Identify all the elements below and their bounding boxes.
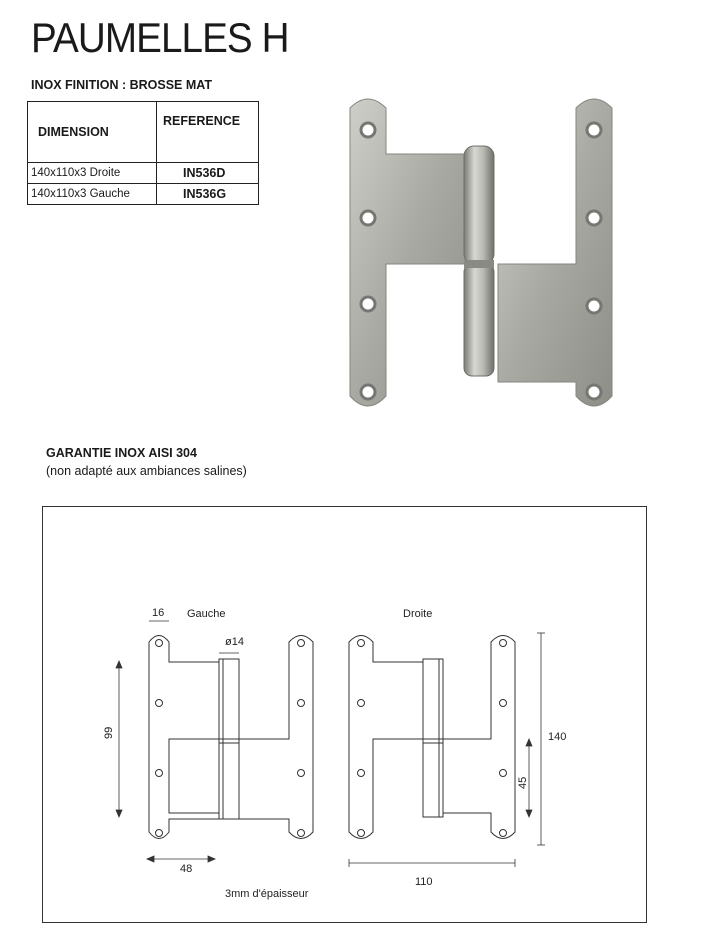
page-title: PAUMELLES H xyxy=(31,14,289,61)
cell-dimension: 140x110x3 Droite xyxy=(28,163,157,184)
dim-pin-half: 45 xyxy=(517,776,529,789)
dim-height-left: 99 xyxy=(103,726,115,739)
left-hinge-outline xyxy=(149,636,219,839)
thickness-note: 3mm d'épaisseur xyxy=(225,888,309,900)
hinge-photo xyxy=(338,96,628,426)
dim-base-width: 48 xyxy=(180,863,193,875)
cell-reference: IN536G xyxy=(157,184,259,205)
drawing-lines xyxy=(43,507,648,924)
dim-wing-width: 16 xyxy=(152,607,165,619)
table-row xyxy=(28,184,259,205)
header-reference: REFERENCE xyxy=(157,102,259,163)
left-hinge-right-wing xyxy=(239,636,313,839)
reference-table xyxy=(27,101,259,205)
right-hinge-label: Droite xyxy=(403,608,433,620)
cell-dimension: 140x110x3 Gauche xyxy=(28,184,157,205)
warranty-note: (non adapté aux ambiances salines) xyxy=(46,464,247,478)
right-hinge-right-wing xyxy=(443,636,515,839)
right-hinge-left-wing xyxy=(349,636,423,839)
header-dimension: DIMENSION xyxy=(28,102,157,163)
table-header-row xyxy=(28,102,259,163)
warranty-title: GARANTIE INOX AISI 304 xyxy=(46,446,197,460)
dim-pin-diameter: ø14 xyxy=(225,636,244,648)
dim-total-height: 140 xyxy=(548,731,567,743)
cell-reference: IN536D xyxy=(157,163,259,184)
table-row xyxy=(28,163,259,184)
left-hinge-label: Gauche xyxy=(187,608,226,620)
finish-label: INOX FINITION : BROSSE MAT xyxy=(31,78,213,92)
dim-total-width: 110 xyxy=(415,876,433,888)
technical-drawing xyxy=(42,506,647,923)
